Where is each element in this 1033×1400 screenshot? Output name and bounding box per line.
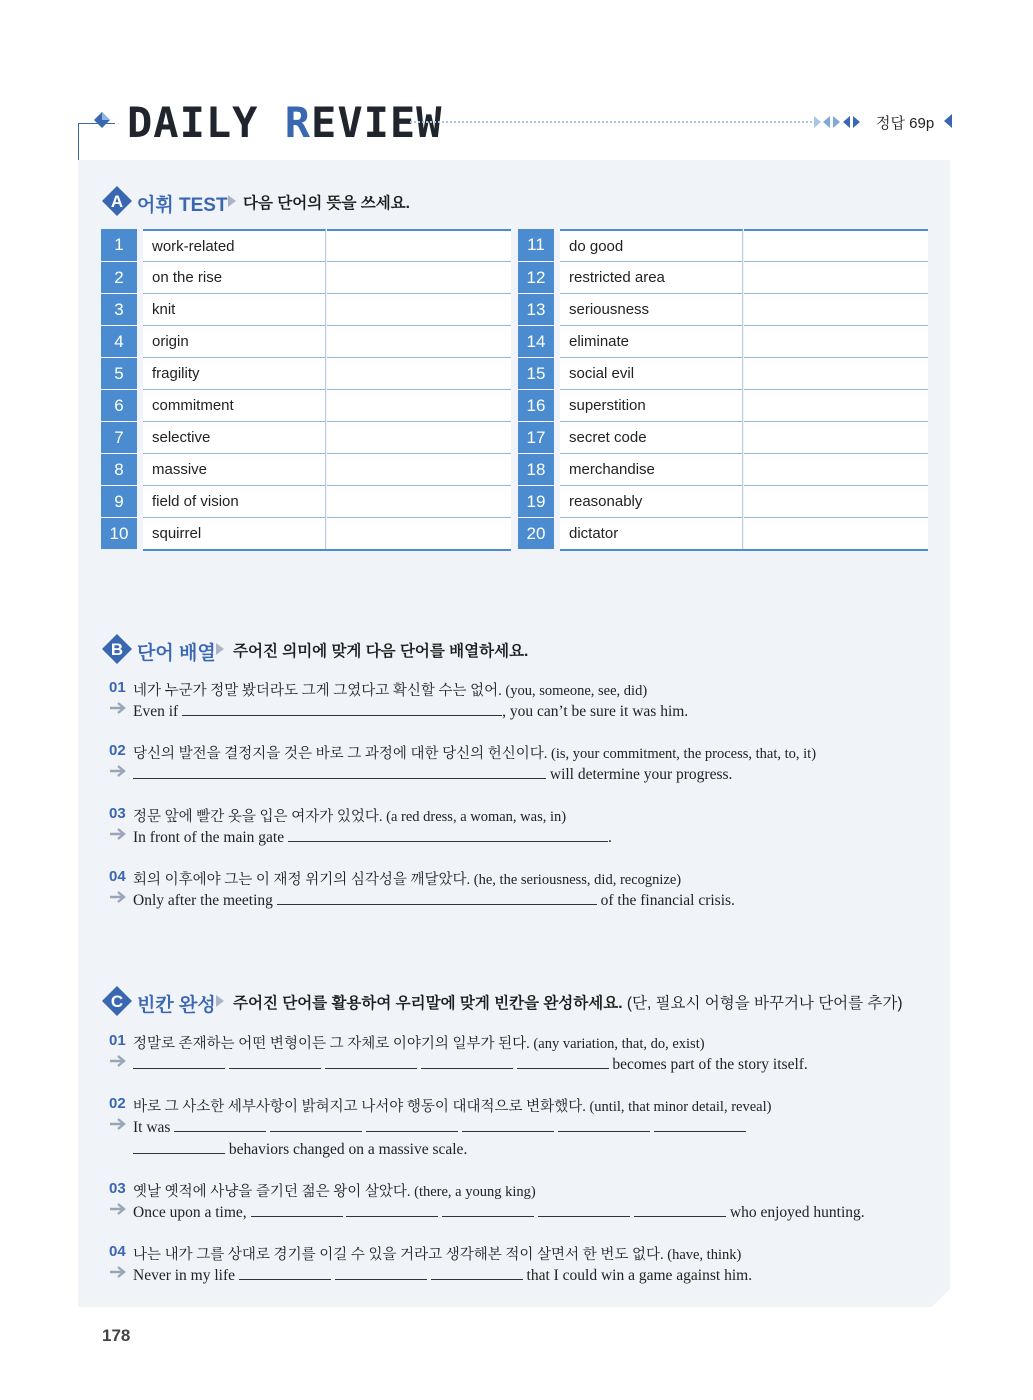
vocab-number: 8 bbox=[101, 453, 137, 485]
vocab-row bbox=[518, 293, 928, 325]
item-korean: 정말로 존재하는 어떤 변형이든 그 자체로 이야기의 일부가 된다. (any variation, that, do, exist) bbox=[133, 1036, 705, 1052]
item-number: 03 bbox=[109, 805, 126, 822]
vocab-word: superstition bbox=[560, 389, 743, 421]
vocab-answer-cell[interactable] bbox=[744, 229, 928, 261]
answer-blank[interactable] bbox=[431, 1265, 523, 1280]
nav-arrows-icon bbox=[814, 112, 864, 132]
answer-blank[interactable] bbox=[421, 1054, 513, 1069]
section-b-badge-letter: B bbox=[110, 640, 124, 659]
item-answer-line-2 bbox=[133, 1139, 467, 1159]
header-dotted-line bbox=[410, 121, 812, 123]
vocab-word: eliminate bbox=[560, 325, 743, 357]
vocab-number: 5 bbox=[101, 357, 137, 389]
vocab-row bbox=[518, 485, 928, 517]
answer-prefix: Never in my life bbox=[133, 1267, 236, 1284]
answer-suffix: behaviors changed on a massive scale. bbox=[228, 1141, 468, 1158]
vocab-answer-cell[interactable] bbox=[744, 261, 928, 293]
vocab-answer-cell[interactable] bbox=[327, 517, 511, 549]
vocab-table-bottom-rule bbox=[560, 549, 928, 551]
item-answer-line bbox=[133, 1117, 746, 1137]
vocab-row bbox=[518, 357, 928, 389]
section-c-instruction bbox=[233, 991, 903, 1013]
vocab-word: knit bbox=[143, 293, 326, 325]
item-number: 01 bbox=[109, 1032, 126, 1049]
section-c-badge-letter: C bbox=[110, 992, 124, 1011]
title-part: AILY bbox=[153, 98, 285, 147]
answer-blank[interactable] bbox=[251, 1202, 343, 1217]
vocab-word: seriousness bbox=[560, 293, 743, 325]
item-korean: 바로 그 사소한 세부사항이 밝혀지고 나서야 행동이 대대적으로 변화했다. (until, that minor detail, reveal) bbox=[133, 1099, 772, 1115]
vocab-word: do good bbox=[560, 229, 743, 261]
vocab-number: 7 bbox=[101, 421, 137, 453]
vocab-number: 13 bbox=[518, 293, 554, 325]
vocab-number: 18 bbox=[518, 453, 554, 485]
item-korean: 옛날 옛적에 사냥을 즐기던 젊은 왕이 살았다. (there, a young king) bbox=[133, 1184, 536, 1200]
answer-suffix: who enjoyed hunting. bbox=[729, 1204, 865, 1221]
item-korean: 나는 내가 그를 상대로 경기를 이길 수 있을 거라고 생각해본 적이 살면서 한 번도 없다. (have, think) bbox=[133, 1247, 742, 1263]
vocab-answer-cell[interactable] bbox=[327, 325, 511, 357]
answer-arrow-icon bbox=[942, 113, 954, 129]
vocab-answer-cell[interactable] bbox=[327, 261, 511, 293]
answer-suffix: . bbox=[607, 829, 612, 846]
vocab-answer-cell[interactable] bbox=[327, 229, 511, 261]
section-b-badge-icon bbox=[102, 634, 132, 664]
vocab-number: 3 bbox=[101, 293, 137, 325]
page-title bbox=[127, 98, 442, 148]
answer-arrow-icon bbox=[109, 1117, 127, 1131]
answer-prefix: Once upon a time, bbox=[133, 1204, 247, 1221]
answer-blank[interactable] bbox=[277, 890, 597, 905]
item-answer-line bbox=[133, 827, 612, 847]
answer-prefix: In front of the main gate bbox=[133, 829, 285, 846]
vocab-row bbox=[101, 517, 511, 549]
section-a-badge-letter: A bbox=[110, 192, 124, 211]
vocab-answer-cell[interactable] bbox=[744, 421, 928, 453]
vocab-row bbox=[518, 261, 928, 293]
triangle-icon bbox=[216, 995, 224, 1007]
section-a-instruction: 다음 단어의 뜻을 쓰세요. bbox=[243, 195, 410, 212]
instruction-main: 주어진 단어를 활용하여 우리말에 맞게 빈칸을 완성하세요. bbox=[233, 995, 623, 1012]
vocab-word: work-related bbox=[143, 229, 326, 261]
vocab-answer-cell[interactable] bbox=[744, 453, 928, 485]
item-answer-line bbox=[133, 890, 735, 910]
vocab-number: 15 bbox=[518, 357, 554, 389]
vocab-row bbox=[518, 325, 928, 357]
vocab-answer-cell[interactable] bbox=[327, 389, 511, 421]
section-b-title: 단어 배열 bbox=[137, 643, 216, 664]
answer-blank[interactable] bbox=[558, 1117, 650, 1132]
vocab-word: squirrel bbox=[143, 517, 326, 549]
answer-arrow-icon bbox=[109, 1265, 127, 1279]
item-number: 02 bbox=[109, 742, 126, 759]
answer-suffix: becomes part of the story itself. bbox=[612, 1056, 808, 1073]
vocab-number: 2 bbox=[101, 261, 137, 293]
vocab-number: 12 bbox=[518, 261, 554, 293]
vocab-row bbox=[518, 389, 928, 421]
page-number: 178 bbox=[102, 1326, 131, 1345]
vocab-row bbox=[101, 261, 511, 293]
vocab-number: 11 bbox=[518, 229, 554, 261]
vocab-row bbox=[518, 453, 928, 485]
item-korean: 네가 누군가 정말 봤더라도 그게 그였다고 확신할 수는 없어. (you, someone, see, did) bbox=[133, 683, 648, 699]
triangle-icon bbox=[216, 643, 224, 655]
item-answer-line bbox=[133, 1265, 752, 1285]
answer-blank[interactable] bbox=[174, 1117, 266, 1132]
answer-arrow-icon bbox=[109, 701, 127, 715]
vocab-word: secret code bbox=[560, 421, 743, 453]
answer-prefix: It was bbox=[133, 1119, 171, 1136]
vocab-word: social evil bbox=[560, 357, 743, 389]
item-number: 04 bbox=[109, 1243, 126, 1260]
answer-blank[interactable] bbox=[366, 1117, 458, 1132]
item-number: 01 bbox=[109, 679, 126, 696]
answer-arrow-icon bbox=[109, 764, 127, 778]
vocab-row bbox=[518, 229, 928, 261]
vocab-table-bottom-rule bbox=[143, 549, 511, 551]
vocab-word: on the rise bbox=[143, 261, 326, 293]
vocab-word: fragility bbox=[143, 357, 326, 389]
item-korean: 회의 이후에야 그는 이 재정 위기의 심각성을 깨달았다. (he, the seriousness, did, recognize) bbox=[133, 872, 682, 888]
answer-suffix: that I could win a game against him. bbox=[526, 1267, 753, 1284]
vocab-answer-cell[interactable] bbox=[744, 325, 928, 357]
vocab-answer-cell[interactable] bbox=[327, 453, 511, 485]
item-answer-line bbox=[133, 1202, 865, 1222]
vocab-row bbox=[101, 485, 511, 517]
vocab-number: 20 bbox=[518, 517, 554, 549]
vocab-number: 16 bbox=[518, 389, 554, 421]
title-accent: R bbox=[284, 98, 312, 147]
vocab-word: field of vision bbox=[143, 485, 326, 517]
vocab-row bbox=[101, 421, 511, 453]
instruction-note: (단, 필요시 어형을 바꾸거나 단어를 추가) bbox=[626, 995, 903, 1012]
item-korean: 당신의 발전을 결정지을 것은 바로 그 과정에 대한 당신의 헌신이다. (is, your commitment, the process, that, to, it) bbox=[133, 746, 817, 762]
answer-blank[interactable] bbox=[239, 1265, 331, 1280]
answer-blank[interactable] bbox=[325, 1054, 417, 1069]
vocab-word: dictator bbox=[560, 517, 743, 549]
vocab-number: 6 bbox=[101, 389, 137, 421]
answer-blank[interactable] bbox=[654, 1117, 746, 1132]
answer-arrow-icon bbox=[109, 1054, 127, 1068]
answer-suffix: will determine your progress. bbox=[549, 766, 733, 783]
answer-blank[interactable] bbox=[335, 1265, 427, 1280]
vocab-word: origin bbox=[143, 325, 326, 357]
answer-arrow-icon bbox=[109, 827, 127, 841]
vocab-table-left bbox=[101, 229, 511, 549]
vocab-row bbox=[101, 389, 511, 421]
answer-blank[interactable] bbox=[288, 827, 608, 842]
vocab-number: 19 bbox=[518, 485, 554, 517]
vocab-answer-cell[interactable] bbox=[744, 389, 928, 421]
answer-arrow-icon bbox=[109, 1202, 127, 1216]
answer-suffix: of the financial crisis. bbox=[600, 892, 735, 909]
vocab-word: massive bbox=[143, 453, 326, 485]
section-b-instruction: 주어진 의미에 맞게 다음 단어를 배열하세요. bbox=[233, 643, 529, 660]
answer-blank[interactable] bbox=[133, 1139, 225, 1154]
vocab-answer-cell[interactable] bbox=[744, 485, 928, 517]
title-part: EVIEW bbox=[311, 98, 443, 147]
item-answer-line bbox=[133, 1054, 808, 1074]
vocab-table-right bbox=[518, 229, 928, 549]
answer-blank[interactable] bbox=[346, 1202, 438, 1217]
vocab-number: 10 bbox=[101, 517, 137, 549]
vocab-number: 4 bbox=[101, 325, 137, 357]
section-a-badge-icon bbox=[102, 186, 132, 216]
vocab-word: merchandise bbox=[560, 453, 743, 485]
answer-prefix: Only after the meeting bbox=[133, 892, 273, 909]
triangle-icon bbox=[228, 195, 236, 207]
vocab-answer-cell[interactable] bbox=[744, 357, 928, 389]
vocab-answer-cell[interactable] bbox=[327, 357, 511, 389]
answer-blank[interactable] bbox=[133, 1054, 225, 1069]
vocab-row bbox=[101, 357, 511, 389]
section-c-badge-icon bbox=[102, 986, 132, 1016]
answer-blank[interactable] bbox=[270, 1117, 362, 1132]
vocab-answer-cell[interactable] bbox=[744, 517, 928, 549]
answer-blank[interactable] bbox=[634, 1202, 726, 1217]
vocab-word: reasonably bbox=[560, 485, 743, 517]
item-korean: 정문 앞에 빨간 옷을 입은 여자가 있었다. (a red dress, a woman, was, in) bbox=[133, 809, 567, 825]
vocab-number: 9 bbox=[101, 485, 137, 517]
vocab-answer-cell[interactable] bbox=[327, 293, 511, 325]
vocab-answer-cell[interactable] bbox=[327, 421, 511, 453]
item-number: 03 bbox=[109, 1180, 126, 1197]
answer-blank[interactable] bbox=[517, 1054, 609, 1069]
item-answer-line bbox=[133, 764, 732, 784]
vocab-answer-cell[interactable] bbox=[327, 485, 511, 517]
answer-arrow-icon bbox=[109, 890, 127, 904]
vocab-word: commitment bbox=[143, 389, 326, 421]
vocab-number: 14 bbox=[518, 325, 554, 357]
answer-blank[interactable] bbox=[182, 701, 502, 716]
vocab-row bbox=[101, 293, 511, 325]
answer-blank[interactable] bbox=[133, 764, 546, 779]
section-a-title: 어휘 TEST bbox=[137, 195, 228, 216]
answer-page-ref: 정답 69p bbox=[876, 115, 935, 132]
answer-blank[interactable] bbox=[442, 1202, 534, 1217]
vocab-row bbox=[518, 517, 928, 549]
answer-suffix: , you can’t be sure it was him. bbox=[502, 703, 689, 720]
header-diamond-icon bbox=[94, 112, 110, 128]
vocab-row bbox=[101, 325, 511, 357]
answer-blank[interactable] bbox=[229, 1054, 321, 1069]
item-answer-line bbox=[133, 701, 688, 721]
vocab-answer-cell[interactable] bbox=[744, 293, 928, 325]
vocab-number: 17 bbox=[518, 421, 554, 453]
vocab-row bbox=[101, 453, 511, 485]
vocab-row bbox=[518, 421, 928, 453]
item-number: 04 bbox=[109, 868, 126, 885]
vocab-number: 1 bbox=[101, 229, 137, 261]
answer-prefix: Even if bbox=[133, 703, 179, 720]
title-part: D bbox=[127, 98, 154, 147]
vocab-word: selective bbox=[143, 421, 326, 453]
vocab-row bbox=[101, 229, 511, 261]
section-c-title: 빈칸 완성 bbox=[137, 995, 216, 1016]
answer-blank[interactable] bbox=[538, 1202, 630, 1217]
vocab-word: restricted area bbox=[560, 261, 743, 293]
answer-blank[interactable] bbox=[462, 1117, 554, 1132]
item-number: 02 bbox=[109, 1095, 126, 1112]
